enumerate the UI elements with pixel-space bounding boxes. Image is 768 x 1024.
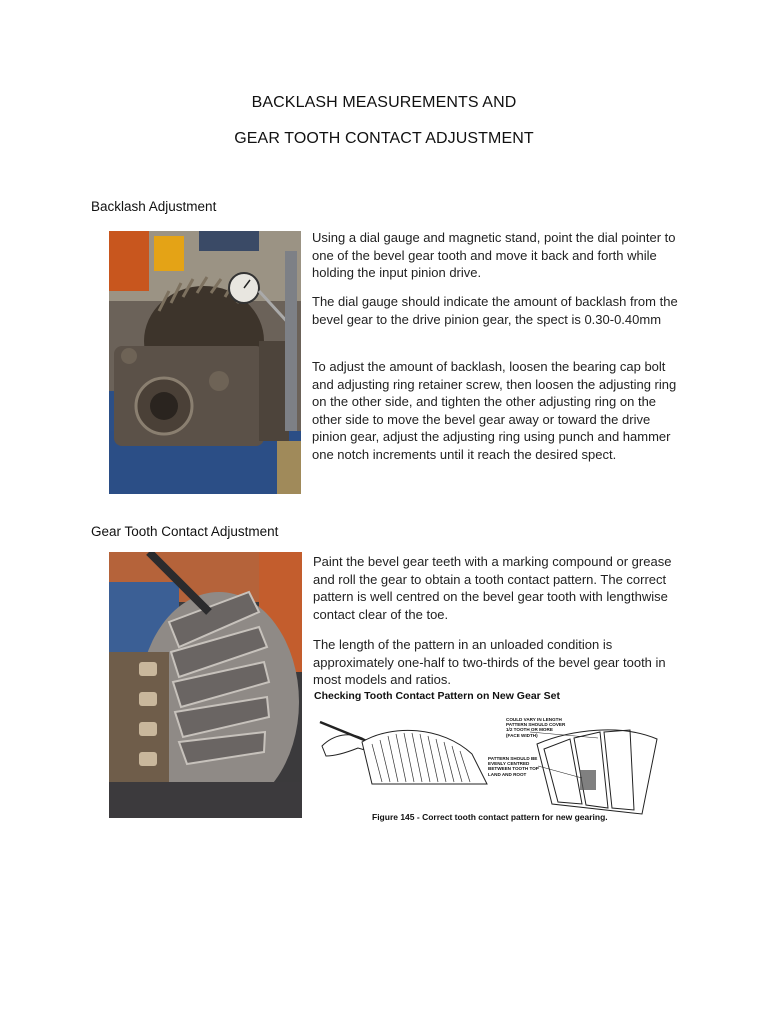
figure-note-length: COULD VARY IN LENGTH PATTERN SHOULD COVER 1/2 TOOTH OR MORE (FACE WIDTH) bbox=[506, 717, 566, 738]
figure-note-centred: PATTERN SHOULD BE EVENLY CENTRED BETWEEN TOOTH TOP LAND AND ROOT bbox=[488, 756, 539, 777]
backlash-paragraph-2: The dial gauge should indicate the amount of backlash from the bevel gear to the drive pinion gear, the spect is 0.30-0.40mm bbox=[312, 294, 678, 327]
document-title-line-2: GEAR TOOTH CONTACT ADJUSTMENT bbox=[234, 130, 534, 147]
section-heading-gear-tooth: Gear Tooth Contact Adjustment bbox=[91, 524, 279, 539]
contact-paragraph-1: Paint the bevel gear teeth with a marking compound or grease and roll the gear to obtain a tooth contact pattern. The correct pattern is well centred on the bevel gear tooth with lengthwise contact clear of the toe. bbox=[313, 554, 672, 622]
differential-dial-gauge-photo bbox=[109, 231, 301, 494]
tooth-contact-figure bbox=[312, 690, 662, 828]
figure-title: Checking Tooth Contact Pattern on New Gear Set bbox=[314, 690, 561, 702]
section-heading-backlash: Backlash Adjustment bbox=[91, 199, 217, 214]
backlash-paragraph-3: To adjust the amount of backlash, loosen the bearing cap bolt and adjusting ring retainer screw, then loosen the adjusting ring on the other side, and tighten the other adjusting ring on the other side to move the bevel gear away or toward the drive pinion gear, adjust the adjusting ring using punch and hammer one notch increments until it reach the desired spect. bbox=[312, 359, 677, 462]
backlash-paragraph-1: Using a dial gauge and magnetic stand, point the dial pointer to one of the bevel gear tooth and move it back and forth while holding the input pinion drive. bbox=[312, 230, 676, 281]
figure-caption: Figure 145 - Correct tooth contact pattern for new gearing. bbox=[372, 812, 608, 822]
bevel-gear-marking-photo bbox=[109, 552, 302, 818]
tooth-contact-illustration bbox=[312, 704, 662, 824]
contact-paragraph-2: The length of the pattern in an unloaded condition is approximately one-half to two-thirds of the bevel gear tooth in most models and ratios. bbox=[313, 637, 666, 688]
document-title-line-1: BACKLASH MEASUREMENTS AND bbox=[251, 94, 517, 111]
